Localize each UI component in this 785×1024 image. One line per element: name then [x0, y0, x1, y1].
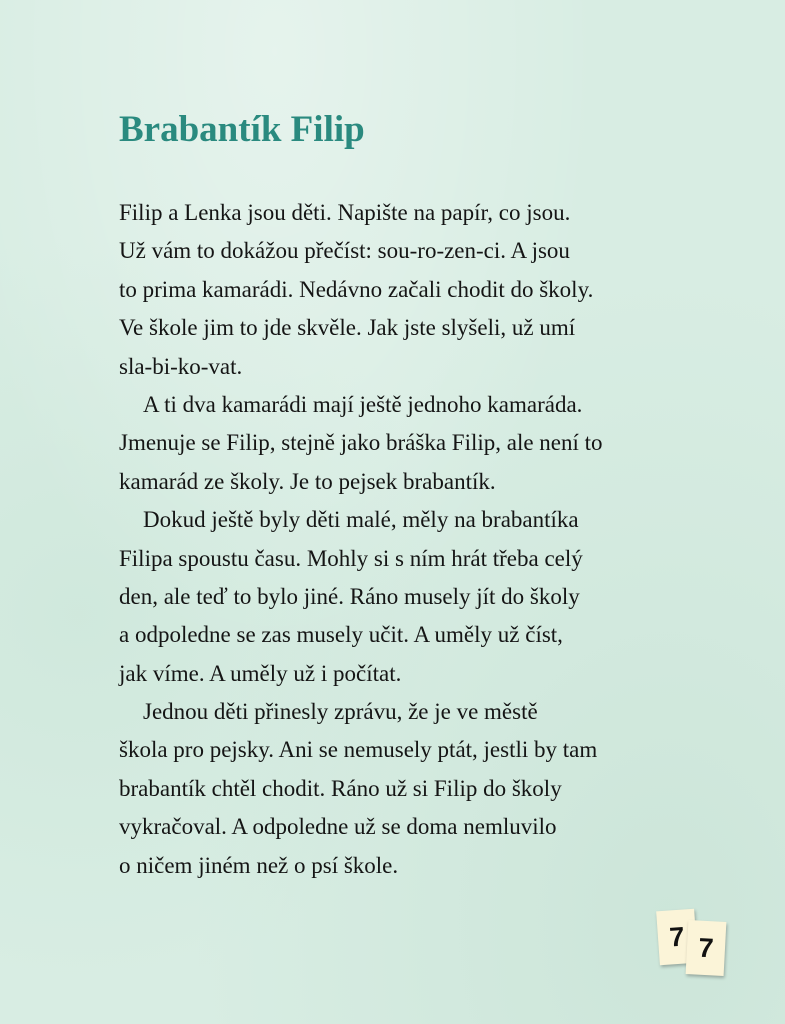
paragraph-first-line: Jednou děti přinesly zprávu, že je ve městě: [143, 699, 538, 725]
page-title: Brabantík Filip: [119, 109, 365, 150]
text-line: Filip a Lenka jsou děti. Napište na papír, co jsou.: [119, 200, 571, 225]
page-number: [656, 908, 730, 980]
text-line: Filipa spoustu času. Mohly si s ním hrát třeba celý: [119, 545, 583, 571]
text-line: to prima kamarádi. Nedávno začali chodit do školy.: [119, 276, 594, 302]
text-line: brabantík chtěl chodit. Ráno už si Filip do školy: [119, 775, 562, 801]
text-line: jak víme. A uměly už i počítat.: [119, 660, 402, 686]
text-line: kamarád ze školy. Je to pejsek brabantík.: [119, 468, 496, 494]
text-line: den, ale teď to bylo jiné. Ráno musely jít do školy: [119, 583, 580, 609]
paragraph-first-line: A ti dva kamarádi mají ještě jednoho kamaráda.: [143, 391, 583, 417]
page-number-digit: 7: [668, 921, 686, 952]
text-line: škola pro pejsky. Ani se nemusely ptát, jestli by tam: [119, 737, 598, 763]
text-line: Ve škole jim to jde skvěle. Jak jste slyšeli, už umí: [119, 315, 576, 341]
text-line: Už vám to dokážou přečíst: sou-ro-zen-ci. A jsou: [119, 238, 570, 264]
page-number-tile: [686, 920, 727, 976]
text-line: sla-bi-ko-vat.: [119, 353, 243, 379]
page-number-digit: 7: [697, 932, 715, 963]
text-line: vykračoval. A odpoledne už se doma nemluvilo: [119, 814, 557, 840]
text-line: o ničem jiném než o psí škole.: [119, 852, 399, 878]
text-line: a odpoledne se zas musely učit. A uměly už číst,: [119, 622, 563, 648]
paragraph-first-line: Dokud ještě byly děti malé, měly na brabantíka: [143, 507, 579, 533]
text-line: Jmenuje se Filip, stejně jako bráška Filip, ale není to: [119, 430, 603, 456]
story-text: [119, 194, 719, 885]
